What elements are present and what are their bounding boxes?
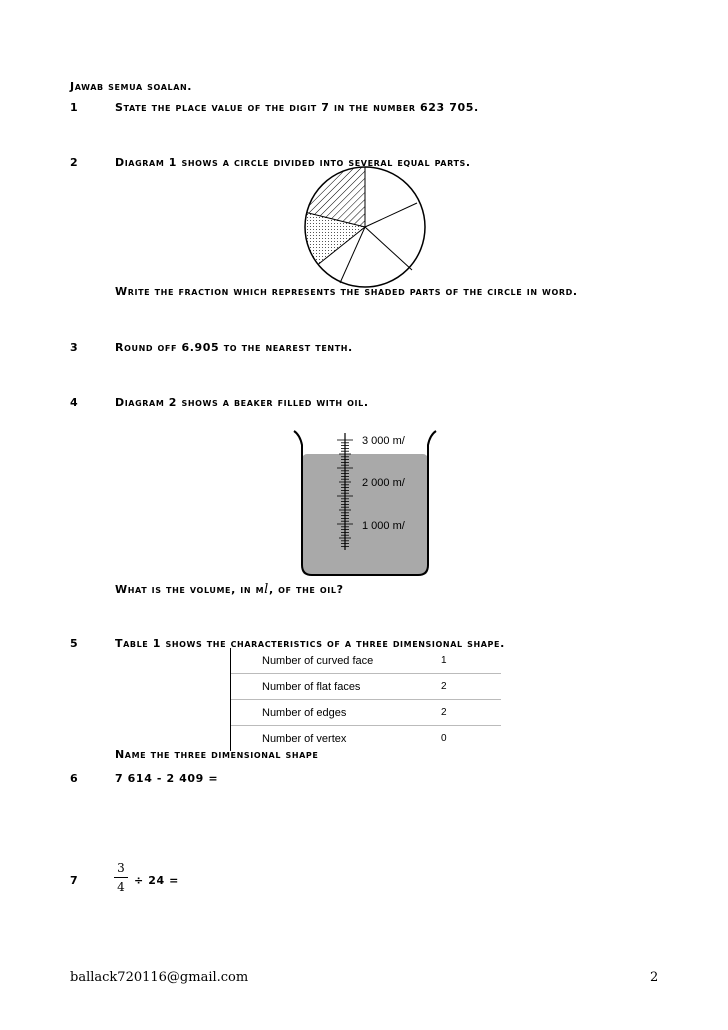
instruction: Jawab semua soalan. [70, 80, 193, 93]
page-number: 2 [650, 970, 659, 985]
beaker-mark-3000: 3 000 m/ [362, 435, 405, 447]
fraction-numerator: 3 [117, 861, 125, 875]
question-4-number: 4 [70, 396, 78, 409]
table-row [231, 700, 502, 726]
table-cell-value: 2 [427, 674, 501, 700]
diagram-1-circle [300, 165, 430, 290]
question-6-text: 7 614 - 2 409 = [115, 772, 219, 785]
question-4-followup [115, 582, 344, 597]
question-7-text: ÷ 24 = [134, 874, 180, 887]
question-5-number: 5 [70, 637, 78, 650]
oil-fill [302, 454, 428, 575]
table-row [231, 648, 502, 674]
beaker-mark-1000: 1 000 m/ [362, 520, 405, 532]
question-4-followup-pre: What is the volume, in m [115, 583, 265, 596]
question-1-text: State the place value of the digit 7 in the number 623 705. [115, 101, 479, 114]
table-1-characteristics [230, 648, 501, 751]
beaker-mark-2000: 2 000 m/ [362, 477, 405, 489]
table-cell-value: 2 [427, 700, 501, 726]
question-1-number: 1 [70, 101, 78, 114]
table-cell-label: Number of flat faces [231, 674, 428, 700]
fraction-denominator: 4 [117, 880, 125, 894]
question-4-text: Diagram 2 shows a beaker filled with oil. [115, 396, 369, 409]
question-5-text: Table 1 shows the characteristics of a three dimensional shape. [115, 637, 505, 650]
question-4-followup-post: , of the oil? [268, 583, 344, 596]
table-cell-value: 0 [427, 726, 501, 752]
question-2-number: 2 [70, 156, 78, 169]
question-3-text: Round off 6.905 to the nearest tenth. [115, 341, 353, 354]
footer-email: ballack720116@gmail.com [70, 970, 249, 985]
question-3-number: 3 [70, 341, 78, 354]
fraction-bar [114, 877, 128, 878]
table-cell-value: 1 [441, 655, 447, 666]
table-cell-label: Number of curved face [231, 648, 428, 674]
table-row [231, 674, 502, 700]
question-2-text: Diagram 1 shows a circle divided into several equal parts. [115, 156, 471, 169]
fraction-three-quarters [114, 860, 128, 895]
table-cell-label: Number of vertex [231, 726, 428, 752]
question-6-number: 6 [70, 772, 78, 785]
diagram-2-beaker [290, 425, 440, 580]
question-5-followup: Name the three dimensional shape [115, 748, 319, 761]
table-cell-label: Number of edges [231, 700, 428, 726]
question-7-number: 7 [70, 874, 78, 887]
unit-litre-symbol: l [264, 582, 269, 597]
question-2-followup: Write the fraction which represents the shaded parts of the circle in word. [115, 285, 578, 298]
